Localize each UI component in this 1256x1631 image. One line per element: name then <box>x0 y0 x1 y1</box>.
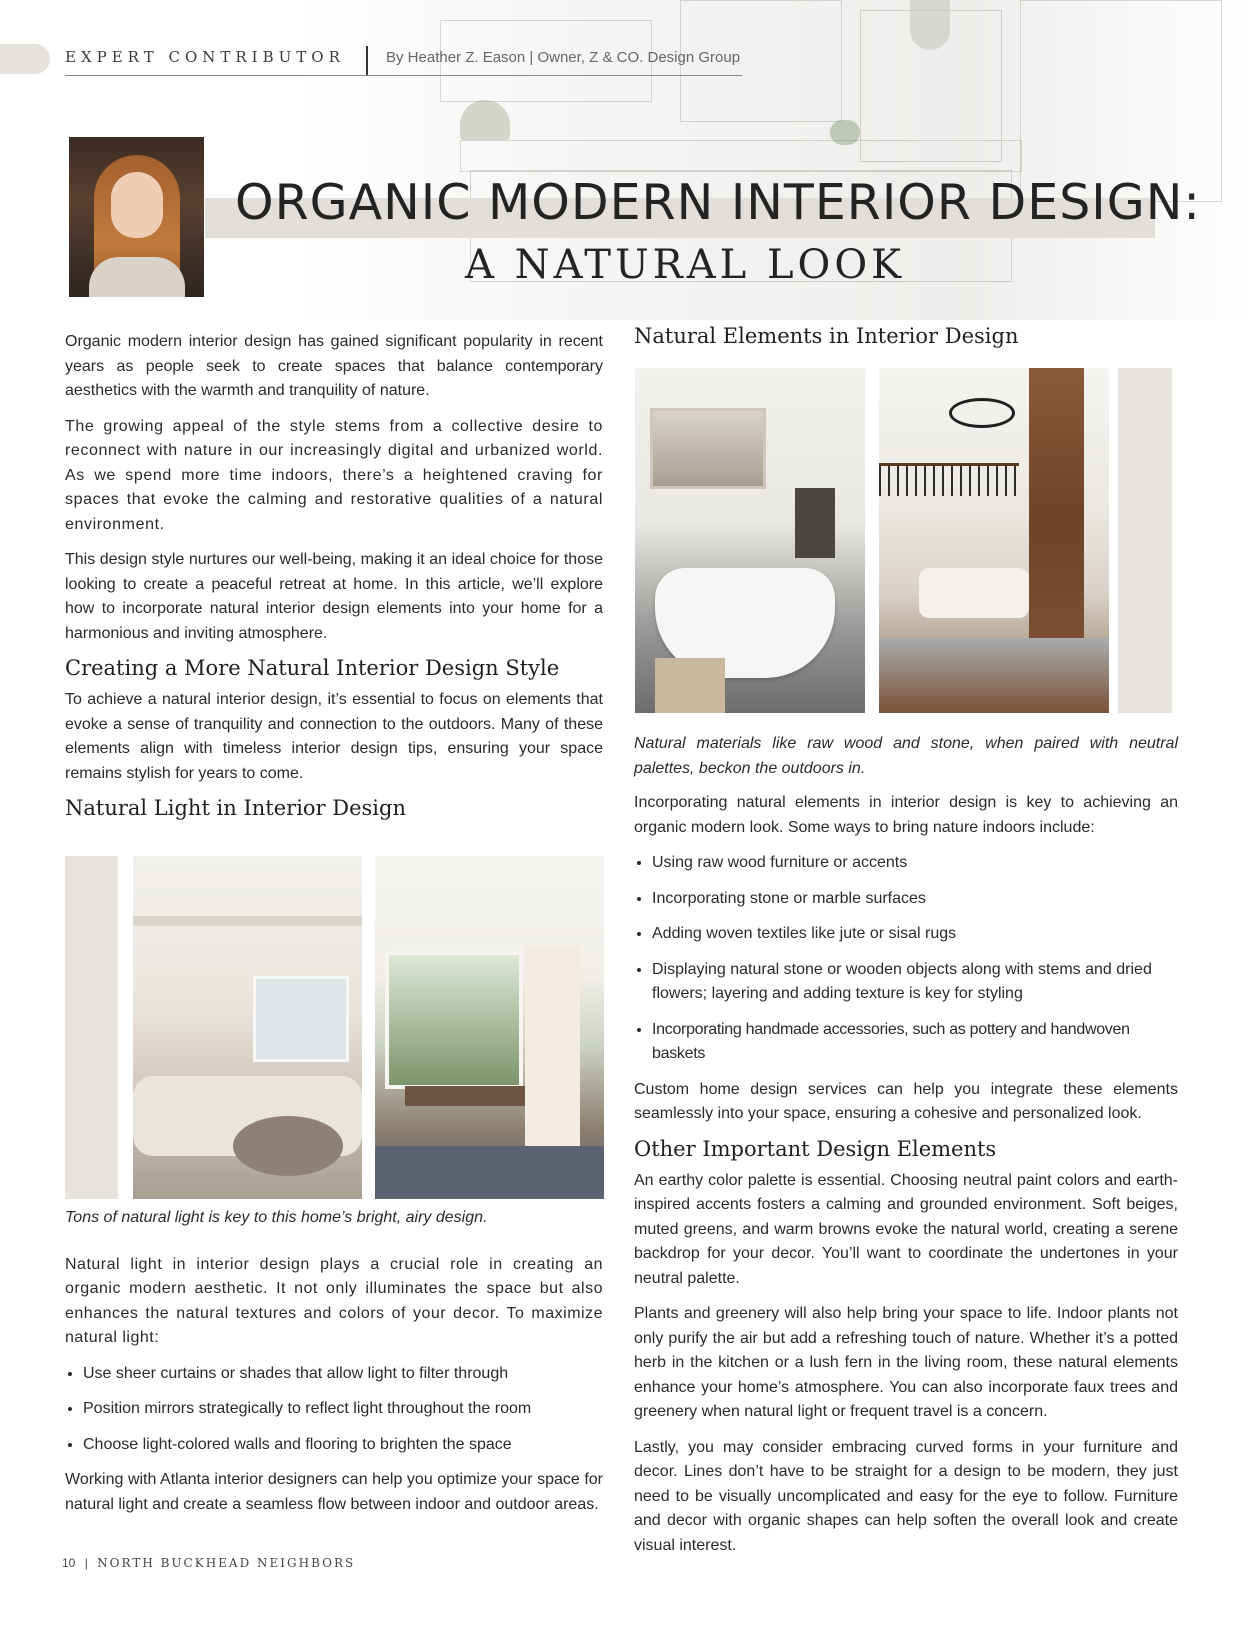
other-paragraph-2: Plants and greenery will also help bring your space to life. Indoor plants not only purify the air but add a refreshing touch of nature. Whether it’s a potted herb in the kitchen or a lush fern in the living room, these natural elements enhance your home’s atmosphere. You can also incorporate faux trees and greenery when natural light or frequent travel is a concern. <box>634 1305 1178 1420</box>
intro-paragraph-2: The growing appeal of the style stems from a collective desire to reconnect with nature in our increasingly digital and urbanized world. As we spend more time indoors, there’s a heightened craving for spaces that evoke the calming and restorative qualities of a natural environment. <box>65 417 603 533</box>
heading-natural-elements: Natural Elements in Interior Design <box>634 324 1019 348</box>
intro-paragraph-1: Organic modern interior design has gained significant popularity in recent years as people seek to create spaces that balance contemporary aesthetics with the warmth and tranquility of nature. <box>65 333 603 399</box>
light-photo-caption: Tons of natural light is key to this home’s bright, airy design. <box>65 1209 488 1226</box>
heading-natural-light: Natural Light in Interior Design <box>65 796 406 820</box>
list-item: • Use sheer curtains or shades that allow light to filter through <box>83 1362 603 1387</box>
intro-paragraph-3: This design style nurtures our well-being, making it an ideal choice for those looking to create a peaceful retreat at home. In this article, we’ll explore how to incorporate natural interior design elements into your home for a harmonious and inviting atmosphere. <box>65 551 603 642</box>
light-closing-paragraph: Working with Atlanta interior designers can help you optimize your space for natural light and create a seamless flow between indoor and outdoor areas. <box>65 1471 603 1513</box>
elements-closing-paragraph: Custom home design services can help you integrate these elements seamlessly into your space, ensuring a cohesive and personalized look. <box>634 1080 1178 1122</box>
list-item: • Using raw wood furniture or accents <box>652 851 1178 876</box>
decorative-side-panel <box>65 856 118 1199</box>
heading-creating: Creating a More Natural Interior Design Style <box>65 656 560 680</box>
light-bullet-list <box>65 1362 603 1458</box>
other-paragraph-3: Lastly, you may consider embracing curved forms in your furniture and decor. Lines don’t have to be straight for a design to be modern, they just need to be visually uncomplicated and easy for the eye to follow. Furniture and decor with organic shapes can help soften the overall look and create visual interest. <box>634 1438 1178 1554</box>
list-item: • Incorporating stone or marble surfaces <box>652 887 1178 912</box>
living-room-photo <box>133 856 362 1199</box>
creating-paragraph: To achieve a natural interior design, it’s essential to focus on elements that evoke a sense of tranquility and connection to the outdoors. Many of these elements align with timeless interior design tips, ensuring your space remains stylish for years to come. <box>65 691 603 782</box>
article-title: ORGANIC MODERN INTERIOR DESIGN: <box>235 174 1201 231</box>
great-room-photo <box>879 368 1109 713</box>
section-label: EXPERT CONTRIBUTOR <box>65 48 345 66</box>
page-footer <box>62 1556 355 1570</box>
elements-photo-caption: Natural materials like raw wood and stone, when paired with neutral palettes, beckon the outdoors in. <box>634 735 1178 777</box>
bathroom-photo <box>635 368 865 713</box>
article-subtitle: A NATURAL LOOK <box>464 242 905 288</box>
header-rule <box>65 75 742 76</box>
list-item: • Choose light-colored walls and flooring to brighten the space <box>83 1433 603 1458</box>
elements-bullet-list <box>634 851 1178 1067</box>
other-paragraph-1: An earthy color palette is essential. Choosing neutral paint colors and earth-inspired accents fosters a calming and grounded environment. Soft beiges, muted greens, and warm browns evoke the natural world, creating a serene backdrop for your decor. You’ll want to coordinate the undertones in your neutral palette. <box>634 1171 1178 1287</box>
list-item: • Displaying natural stone or wooden objects along with stems and dried flowers; layering and adding texture is key for styling <box>652 958 1178 1007</box>
decorative-side-panel <box>1118 368 1172 713</box>
elements-paragraph: Incorporating natural elements in interior design is key to achieving an organic modern look. Some ways to bring nature indoors include: <box>634 794 1178 836</box>
list-item: • Incorporating handmade accessories, such as pottery and handwoven baskets <box>652 1018 1178 1067</box>
page-number: 10 <box>62 1556 76 1570</box>
heading-other-elements: Other Important Design Elements <box>634 1136 997 1161</box>
light-paragraph: Natural light in interior design plays a crucial role in creating an organic modern aesthetic. It not only illuminates the space but also enhances the natural textures and colors of your decor. To maximize natural light: <box>65 1255 603 1346</box>
byline: By Heather Z. Eason | Owner, Z & CO. Design Group <box>386 49 741 66</box>
list-item: • Adding woven textiles like jute or sisal rugs <box>652 922 1178 947</box>
footer-separator: | <box>84 1556 88 1570</box>
publication-name: NORTH BUCKHEAD NEIGHBORS <box>97 1556 356 1570</box>
list-item: • Position mirrors strategically to reflect light throughout the room <box>83 1397 603 1422</box>
section-tab-marker <box>0 44 50 74</box>
header-divider <box>366 46 368 76</box>
dining-room-photo <box>375 856 604 1199</box>
